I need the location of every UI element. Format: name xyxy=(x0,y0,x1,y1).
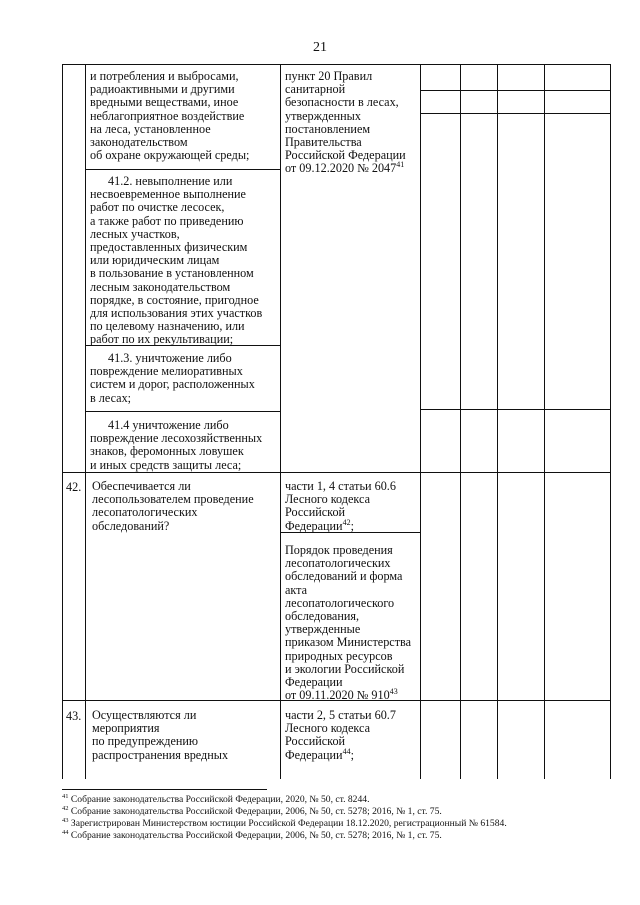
legal-reference-text: пункт 20 Правил санитарной безопасности в лесах, утвержденных постановлением Правительства Российской Федерации от 09.12.2020 № 2047 xyxy=(285,69,406,176)
footnote: $^{42}$ Собрание законодательства Российской Федерации, 2006, № 50, ст. 5278; 2016, № 1, ст. 75. xyxy=(62,804,442,817)
legal-reference-text: Порядок проведения лесопатологических обследований и форма акта лесопатологического обследования, утвержденные приказом Министерства природных ресурсов и экологии Российской Федерации от 09.11.2020 № 910 xyxy=(285,543,412,703)
legal-reference-cell: части 1, 4 статьи 60.6 Лесного кодекса Российской Федерации$^{42}$; xyxy=(285,479,396,533)
subclause-41-3: 41.3. уничтожение либо повреждение мелиоративных систем и дорог, расположенных в лесах; xyxy=(90,351,255,405)
question-text: Осуществляются ли мероприятия по предупреждению распространения вредных xyxy=(92,708,229,762)
footnote-ref: 41 xyxy=(396,160,405,170)
footnote-ref: 43 xyxy=(389,687,398,697)
footnote-ref: 44 xyxy=(342,746,351,756)
question-text: Обеспечивается ли лесопользователем проведение лесопатологических обследований? xyxy=(92,479,254,533)
footnote: $^{41}$ Собрание законодательства Российской Федерации, 2020, № 50, ст. 8244. xyxy=(62,792,370,805)
legal-reference-text: части 1, 4 статьи 60.6 Лесного кодекса Российской Федерации xyxy=(285,479,396,533)
subclause-41-2: 41.2. невыполнение или несвоевременное выполнение работ по очистке лесосек, а также работ по приведению лесных участков, предоставленных физическим или юридическим лицам в пользование в установленном лесным законодательством порядке, в состояние, пригодное для использования этих участков по целевому назначению, или работ по их рекультивации; xyxy=(90,174,263,347)
footnote-divider xyxy=(62,789,267,790)
footnote-ref: 42 xyxy=(342,517,351,527)
subclause-41-4: 41.4 уничтожение либо повреждение лесохозяйственных знаков, феромонных ловушек и иных средств защиты леса; xyxy=(90,418,263,472)
page-number: 21 xyxy=(313,40,327,55)
row-number: 43. xyxy=(66,709,82,723)
footnote: $^{44}$ Собрание законодательства Российской Федерации, 2006, № 50, ст. 5278; 2016, № 1, ст. 75. xyxy=(62,828,442,841)
continued-clause-text: и потребления и выбросами, радиоактивными и другими вредными веществами, иное неблагоприятное воздействие на леса, установленное законодательством об охране окружающей среды; xyxy=(90,69,250,163)
legal-reference-text: части 2, 5 статьи 60.7 Лесного кодекса Российской Федерации xyxy=(285,708,396,762)
footnote: $^{43}$ Зарегистрирован Министерством юстиции Российской Федерации 18.12.2020, регистрационный № 61584. xyxy=(62,816,507,829)
legal-reference-cell xyxy=(285,544,419,702)
legal-reference-cell: части 2, 5 статьи 60.7 Лесного кодекса Российской Федерации$^{44}$; xyxy=(285,708,396,762)
row-number: 42. xyxy=(66,480,82,494)
legal-reference-cell xyxy=(285,70,417,176)
